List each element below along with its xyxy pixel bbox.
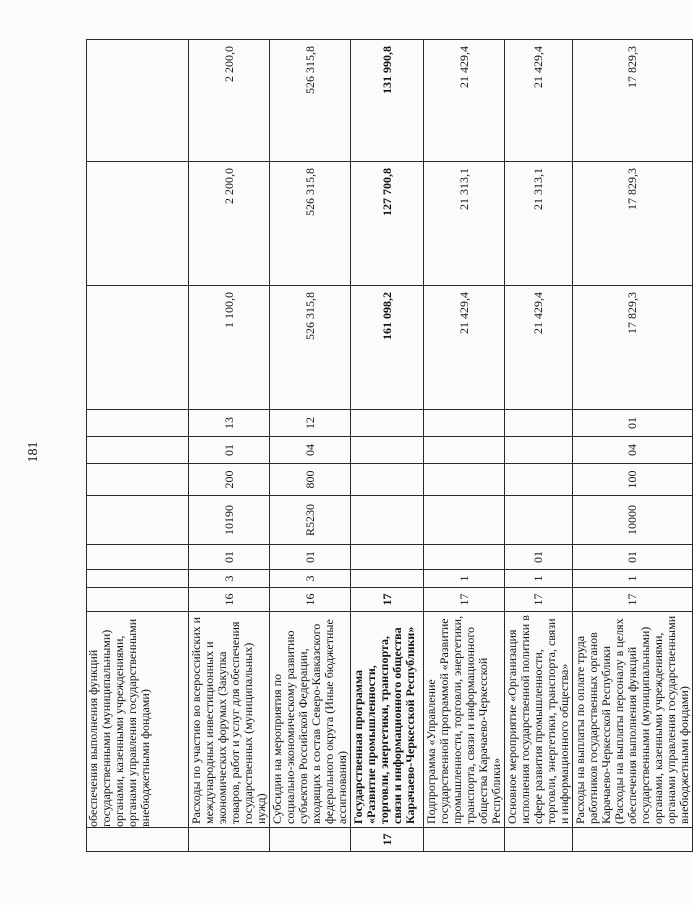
amount-year-3: 2 200,0 (189, 40, 270, 162)
row-description: Субсидии на мероприятия по социально-экономическому развитию субъектов Российской Федерации, входящих в состав Северо-Кавказского федерального округа (Иные бюджетные ассигнования) (270, 612, 351, 828)
amount-year-2 (87, 162, 189, 286)
subprogram-code (87, 570, 189, 588)
expense-type-code (424, 464, 505, 496)
amount-year-1: 17 829,3 (573, 286, 693, 410)
amount-year-3: 526 315,8 (270, 40, 351, 162)
row-number (270, 828, 351, 852)
expense-type-code (87, 464, 189, 496)
row-number (189, 828, 270, 852)
page-number: 181 (26, 441, 41, 463)
program-code: 17 (424, 588, 505, 612)
section-code (351, 437, 424, 464)
expense-type-code (351, 464, 424, 496)
section-code (87, 437, 189, 464)
amount-year-1 (87, 286, 189, 410)
expense-type-code (505, 464, 573, 496)
section-code: 04 (573, 437, 693, 464)
amount-year-1: 1 100,0 (189, 286, 270, 410)
program-code: 16 (270, 588, 351, 612)
table-row (351, 40, 424, 852)
section-code (505, 437, 573, 464)
direction-code: R5230 (270, 496, 351, 545)
section-code: 04 (270, 437, 351, 464)
subprogram-code (351, 570, 424, 588)
row-description: Расходы по участию во всероссийских и международных инвестиционных и экономических форумах (Закупка товаров, работ и услуг для обеспечения государственных (муниципальных) нужд) (189, 612, 270, 828)
section-code (424, 437, 505, 464)
event-code: 01 (270, 545, 351, 570)
subprogram-code: 3 (270, 570, 351, 588)
amount-year-3: 21 429,4 (505, 40, 573, 162)
budget-table-rotated (86, 40, 691, 852)
table-row (573, 40, 693, 852)
expense-type-code: 100 (573, 464, 693, 496)
amount-year-3: 131 990,8 (351, 40, 424, 162)
subprogram-code: 1 (424, 570, 505, 588)
row-number: 17 (351, 828, 424, 852)
program-code: 17 (351, 588, 424, 612)
amount-year-2: 17 829,3 (573, 162, 693, 286)
table-row (189, 40, 270, 852)
event-code: 01 (189, 545, 270, 570)
amount-year-2: 127 700,8 (351, 162, 424, 286)
row-description: Основное мероприятие «Организация исполнения государственной политики в сфере развития промышленности, торговли, энергетики, транспорта, связи и информационного общества» (505, 612, 573, 828)
event-code: 01 (573, 545, 693, 570)
event-code (351, 545, 424, 570)
budget-table (86, 39, 693, 852)
program-code (87, 588, 189, 612)
row-number (505, 828, 573, 852)
table-row (424, 40, 505, 852)
row-description: обеспечения выполнения функций государственными (муниципальными) органами, казенными учреждениями, органами управления государственными внебюджетными фондами) (87, 612, 189, 828)
expense-type-code: 800 (270, 464, 351, 496)
row-description: Подпрограмма «Управление государственной программой «Развитие промышленности, торговли, энергетики, транспорта, связи и информационного общества Карачаево-Черкесской Республики» (424, 612, 505, 828)
program-code: 17 (573, 588, 693, 612)
table-row (270, 40, 351, 852)
subprogram-code: 1 (573, 570, 693, 588)
amount-year-2: 21 313,1 (424, 162, 505, 286)
direction-code (351, 496, 424, 545)
subprogram-code: 1 (505, 570, 573, 588)
table-row (505, 40, 573, 852)
subsection-code (505, 410, 573, 437)
subsection-code (424, 410, 505, 437)
program-code: 17 (505, 588, 573, 612)
table-row (87, 40, 189, 852)
subsection-code: 12 (270, 410, 351, 437)
amount-year-2: 526 315,8 (270, 162, 351, 286)
event-code: 01 (505, 545, 573, 570)
event-code (87, 545, 189, 570)
direction-code: 10190 (189, 496, 270, 545)
amount-year-2: 2 200,0 (189, 162, 270, 286)
row-description: Расходы на выплаты по оплате труда работников государственных органов Карачаево-Черкесской Республики (Расходы на выплаты персоналу в целях обеспечения выполнения функций государственными (муниципальными) органами, казенными учреждениями, органами управления государственными внебюджетными фондами) (573, 612, 693, 828)
subsection-code (87, 410, 189, 437)
amount-year-1: 526 315,8 (270, 286, 351, 410)
subprogram-code: 3 (189, 570, 270, 588)
subsection-code: 13 (189, 410, 270, 437)
event-code (424, 545, 505, 570)
amount-year-1: 161 098,2 (351, 286, 424, 410)
amount-year-3: 17 829,3 (573, 40, 693, 162)
direction-code (424, 496, 505, 545)
amount-year-2: 21 313,1 (505, 162, 573, 286)
direction-code (505, 496, 573, 545)
subsection-code (351, 410, 424, 437)
program-code: 16 (189, 588, 270, 612)
amount-year-1: 21 429,4 (505, 286, 573, 410)
row-number (573, 828, 693, 852)
direction-code: 10000 (573, 496, 693, 545)
amount-year-3: 21 429,4 (424, 40, 505, 162)
amount-year-1: 21 429,4 (424, 286, 505, 410)
amount-year-3 (87, 40, 189, 162)
row-description: Государственная программа «Развитие промышленности, торговли, энергетики, транспорта, связи и информационного общества Карачаево-Черкесской Республики» (351, 612, 424, 828)
expense-type-code: 200 (189, 464, 270, 496)
section-code: 01 (189, 437, 270, 464)
row-number (87, 828, 189, 852)
row-number (424, 828, 505, 852)
direction-code (87, 496, 189, 545)
subsection-code: 01 (573, 410, 693, 437)
